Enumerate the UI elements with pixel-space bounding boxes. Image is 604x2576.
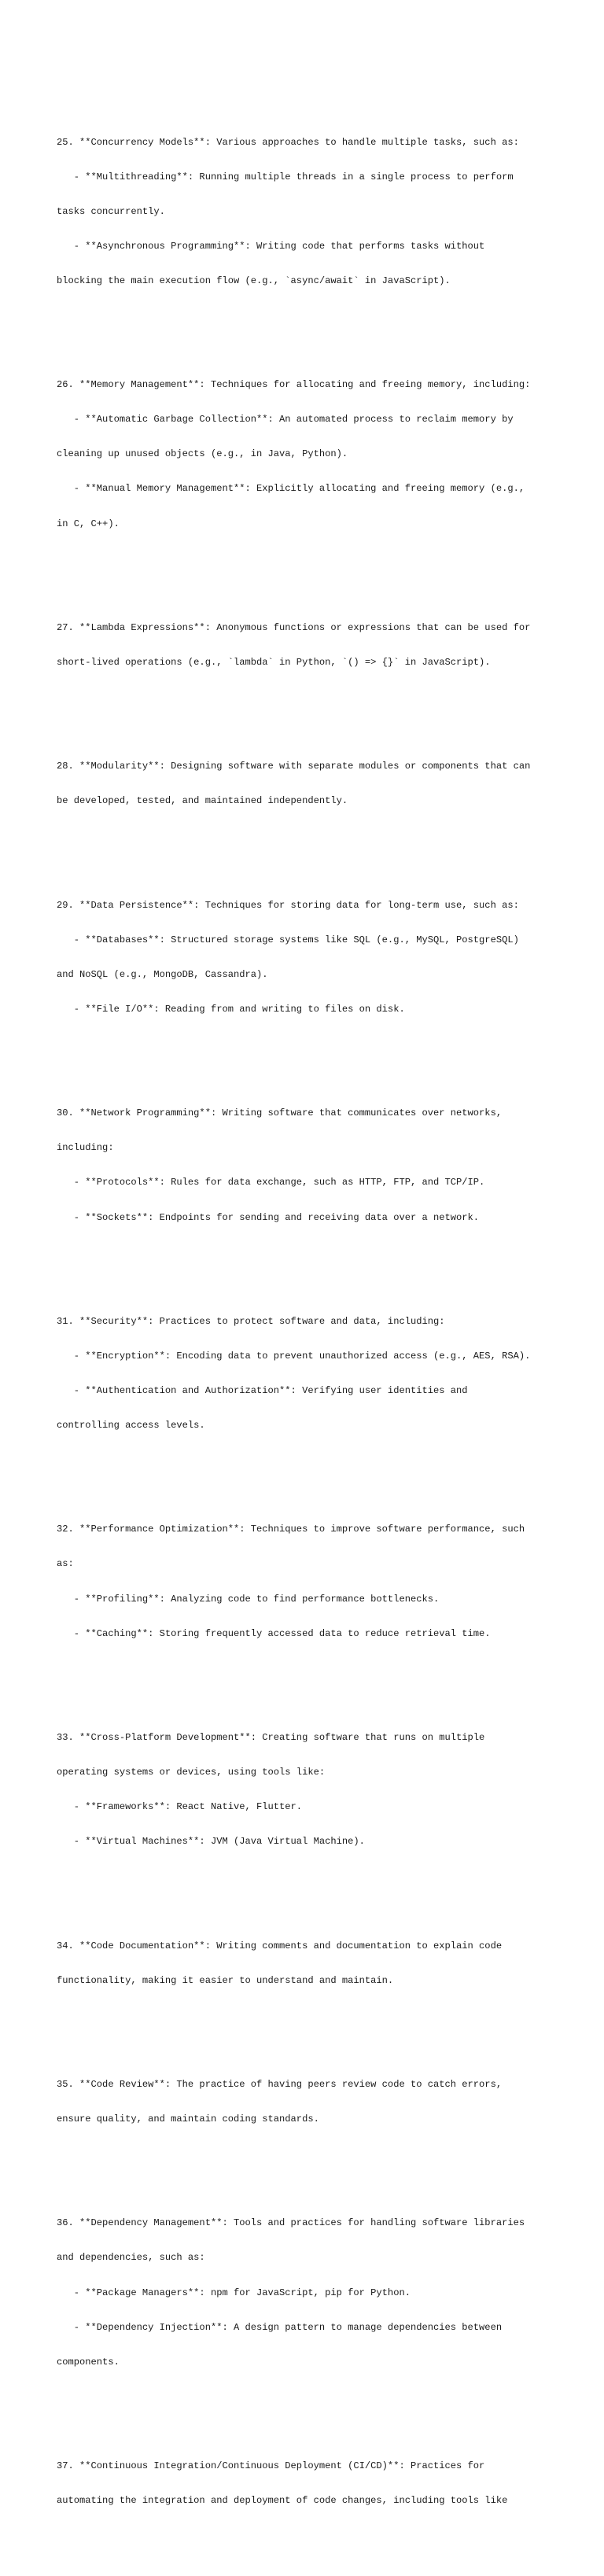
- text-line: - **Caching**: Storing frequently accessed data to reduce retrieval time.: [57, 1627, 491, 1639]
- text-line: 30. **Network Programming**: Writing software that communicates over networks,: [57, 1107, 503, 1119]
- section-30-network-programming: [57, 1085, 560, 1247]
- section-25-concurrency-models: [57, 113, 560, 310]
- text-line: 33. **Cross-Platform Development**: Creating software that runs on multiple: [57, 1731, 485, 1743]
- document-body: [57, 79, 560, 2576]
- text-line: 25. **Concurrency Models**: Various approaches to handle multiple tasks, such as:: [57, 136, 519, 148]
- text-line: operating systems or devices, using tools like:: [57, 1767, 326, 1778]
- text-line: be developed, tested, and maintained independently.: [57, 795, 348, 807]
- text-line: 37. **Continuous Integration/Continuous Deployment (CI/CD)**: Practices for: [57, 2460, 485, 2471]
- text-line: controlling access levels.: [57, 1420, 205, 1432]
- text-line: - **Automatic Garbage Collection**: An automated process to reclaim memory by: [57, 414, 514, 426]
- text-line: 26. **Memory Management**: Techniques for allocating and freeing memory, including:: [57, 379, 531, 391]
- text-line: - **Encryption**: Encoding data to prevent unauthorized access (e.g., AES, RSA).: [57, 1350, 531, 1362]
- text-line: 35. **Code Review**: The practice of having peers review code to catch errors,: [57, 2078, 503, 2090]
- text-line: components.: [57, 2356, 120, 2368]
- section-28-modularity: [57, 738, 560, 831]
- text-line: ensure quality, and maintain coding standards.: [57, 2113, 319, 2125]
- text-line: short-lived operations (e.g., `lambda` in Python, `() => {}` in JavaScript).: [57, 656, 491, 668]
- text-line: as:: [57, 1558, 74, 1570]
- text-line: 34. **Code Documentation**: Writing comments and documentation to explain code: [57, 1940, 503, 1951]
- text-line: - **Asynchronous Programming**: Writing code that performs tasks without: [57, 240, 485, 252]
- text-line: and dependencies, such as:: [57, 2252, 205, 2264]
- section-35-code-review: [57, 2056, 560, 2149]
- text-line: and NoSQL (e.g., MongoDB, Cassandra).: [57, 968, 268, 980]
- section-32-performance-optimization: [57, 1501, 560, 1663]
- text-line: 32. **Performance Optimization**: Techniques to improve software performance, such: [57, 1524, 525, 1535]
- text-line: - **File I/O**: Reading from and writing to files on disk.: [57, 1003, 405, 1015]
- section-27-lambda-expressions: [57, 599, 560, 691]
- text-line: - **Profiling**: Analyzing code to find performance bottlenecks.: [57, 1593, 440, 1605]
- text-line: 31. **Security**: Practices to protect software and data, including:: [57, 1315, 445, 1327]
- section-31-security: [57, 1292, 560, 1454]
- text-line: - **Manual Memory Management**: Explicitly allocating and freeing memory (e.g.,: [57, 483, 525, 495]
- section-36-dependency-management: [57, 2195, 560, 2391]
- text-line: - **Package Managers**: npm for JavaScript, pip for Python.: [57, 2287, 411, 2298]
- text-line: tasks concurrently.: [57, 205, 165, 217]
- text-line: in C, C++).: [57, 518, 120, 529]
- text-line: - **Dependency Injection**: A design pattern to manage dependencies between: [57, 2321, 503, 2333]
- section-33-cross-platform-development: [57, 1709, 560, 1871]
- text-line: 27. **Lambda Expressions**: Anonymous functions or expressions that can be used for: [57, 621, 531, 633]
- text-line: functionality, making it easier to understand and maintain.: [57, 1974, 394, 1986]
- section-37-ci-cd: [57, 2438, 560, 2530]
- section-34-code-documentation: [57, 1917, 560, 2010]
- text-line: 29. **Data Persistence**: Techniques for storing data for long-term use, such as:: [57, 899, 519, 911]
- text-line: cleaning up unused objects (e.g., in Java, Python).: [57, 448, 348, 460]
- text-line: - **Virtual Machines**: JVM (Java Virtual Machine).: [57, 1836, 365, 1848]
- text-line: - **Databases**: Structured storage systems like SQL (e.g., MySQL, PostgreSQL): [57, 934, 519, 945]
- text-line: - **Multithreading**: Running multiple threads in a single process to perform: [57, 171, 514, 182]
- text-line: 36. **Dependency Management**: Tools and practices for handling software libraries: [57, 2217, 525, 2229]
- section-29-data-persistence: [57, 876, 560, 1038]
- section-26-memory-management: [57, 356, 560, 553]
- text-line: automating the integration and deployment of code changes, including tools like: [57, 2495, 508, 2507]
- text-line: 28. **Modularity**: Designing software with separate modules or components that can: [57, 761, 531, 772]
- text-line: - **Frameworks**: React Native, Flutter.: [57, 1801, 303, 1813]
- text-line: including:: [57, 1142, 114, 1154]
- text-line: - **Protocols**: Rules for data exchange, such as HTTP, FTP, and TCP/IP.: [57, 1177, 485, 1188]
- text-line: - **Authentication and Authorization**: Verifying user identities and: [57, 1384, 468, 1396]
- text-line: - **Sockets**: Endpoints for sending and receiving data over a network.: [57, 1211, 480, 1223]
- text-line: blocking the main execution flow (e.g., `async/await` in JavaScript).: [57, 275, 451, 286]
